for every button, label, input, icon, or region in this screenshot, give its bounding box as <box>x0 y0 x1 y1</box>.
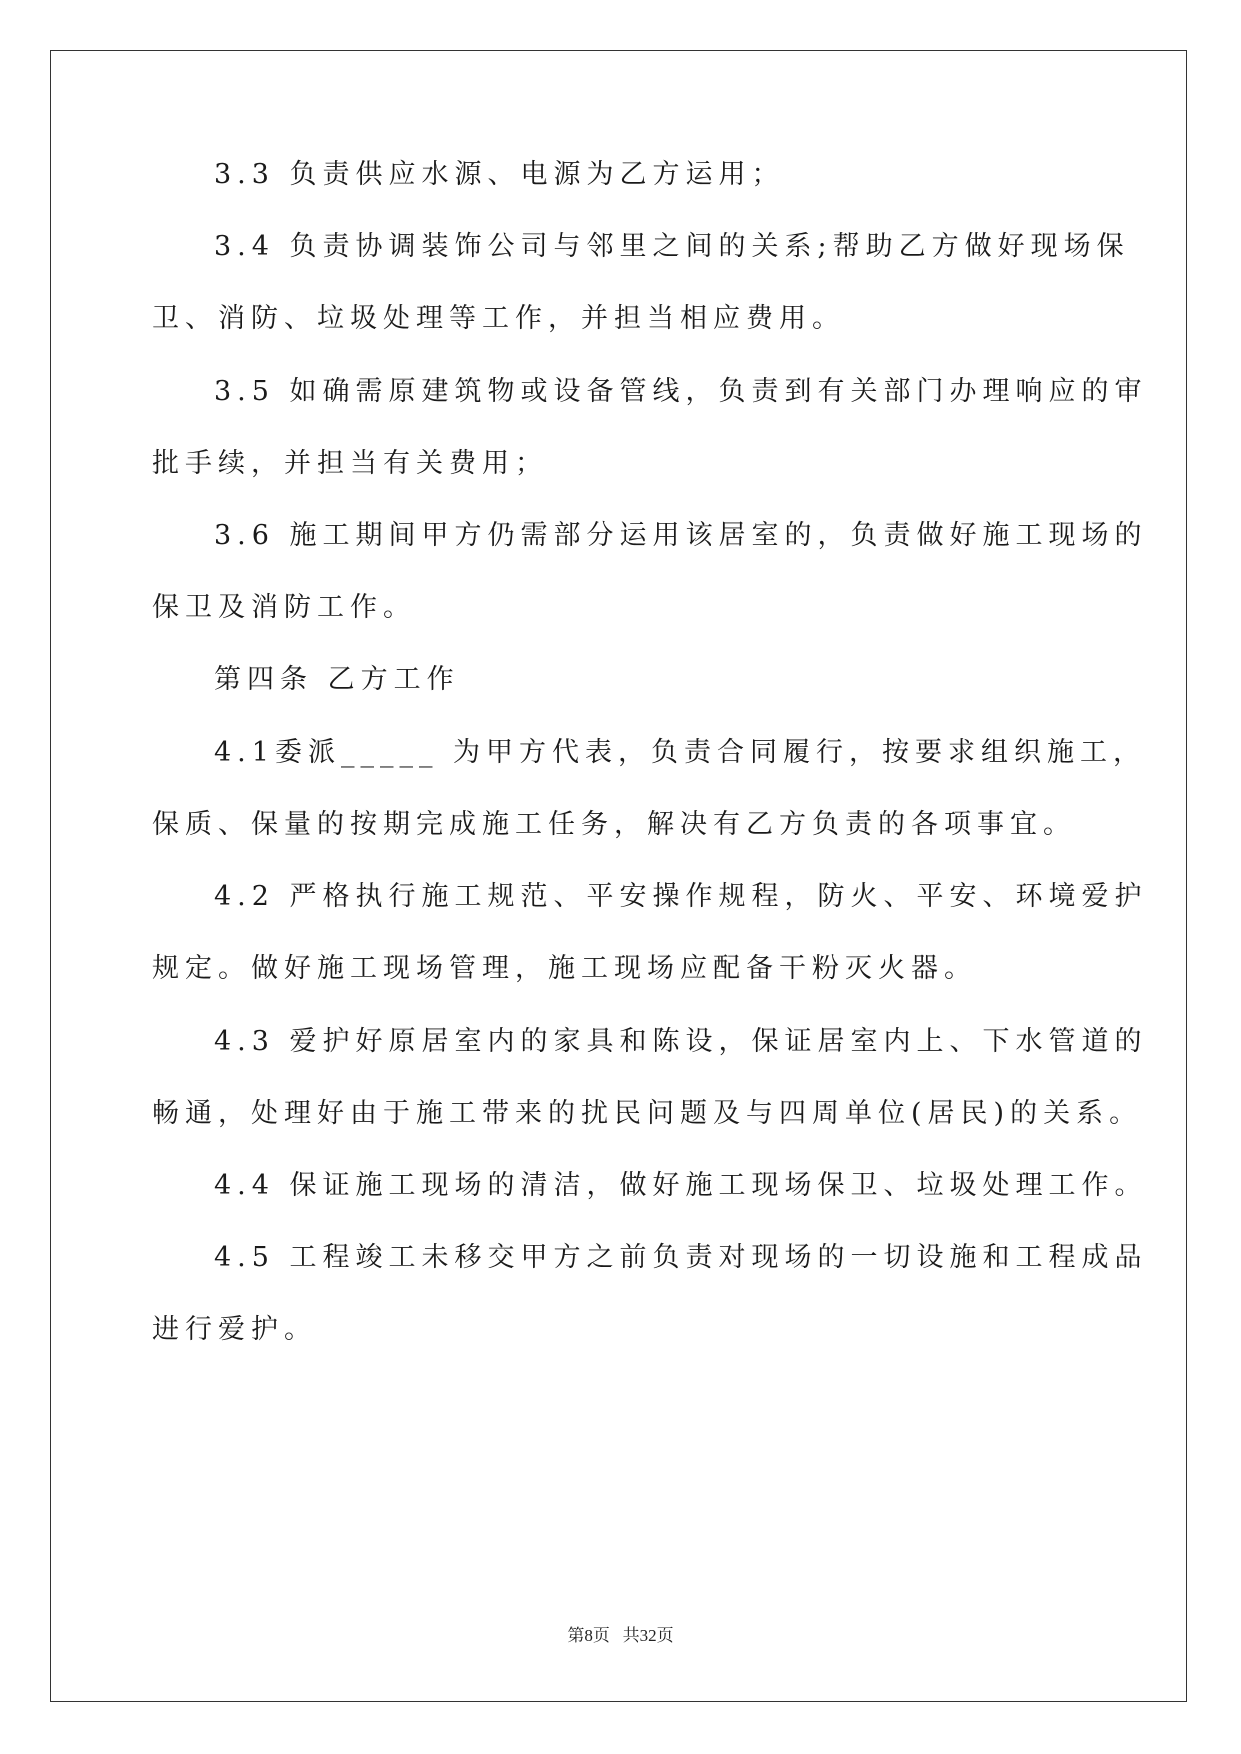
text-line-1: 3.3 负责供应水源、电源为乙方运用； <box>214 159 785 190</box>
text-line-7: 保卫及消防工作。 <box>152 592 416 623</box>
text-line-4: 3.5 如确需原建筑物或设备管线，负责到有关部门办理响应的审 <box>214 376 1148 407</box>
text-line-14: 畅通，处理好由于施工带来的扰民问题及与四周单位(居民)的关系。 <box>152 1098 1143 1129</box>
text-line-16: 4.5 工程竣工未移交甲方之前负责对现场的一切设施和工程成品 <box>214 1242 1148 1273</box>
text-line-5: 批手续，并担当有关费用； <box>152 448 548 479</box>
text-line-17: 进行爱护。 <box>152 1314 317 1345</box>
text-line-2: 3.4 负责协调装饰公司与邻里之间的关系;帮助乙方做好现场保 <box>214 231 1130 262</box>
text-line-13: 4.3 爱护好原居室内的家具和陈设，保证居室内上、下水管道的 <box>214 1026 1148 1057</box>
text-line-12: 规定。做好施工现场管理，施工现场应配备干粉灭火器。 <box>152 953 977 984</box>
section-heading: 第四条 乙方工作 <box>214 664 460 695</box>
text-line-11: 4.2 严格执行施工规范、平安操作规程，防火、平安、环境爱护 <box>214 881 1148 912</box>
text-line-9: 4.1委派_____ 为甲方代表，负责合同履行，按要求组织施工， <box>214 737 1147 768</box>
text-line-6: 3.6 施工期间甲方仍需部分运用该居室的，负责做好施工现场的 <box>214 520 1148 551</box>
page-border <box>50 50 1187 1702</box>
page-number: 第8页 共32页 <box>567 1626 674 1645</box>
text-line-3: 卫、消防、垃圾处理等工作，并担当相应费用。 <box>152 303 845 334</box>
text-line-15: 4.4 保证施工现场的清洁，做好施工现场保卫、垃圾处理工作。 <box>214 1170 1148 1201</box>
text-line-10: 保质、保量的按期完成施工任务，解决有乙方负责的各项事宜。 <box>152 809 1076 840</box>
